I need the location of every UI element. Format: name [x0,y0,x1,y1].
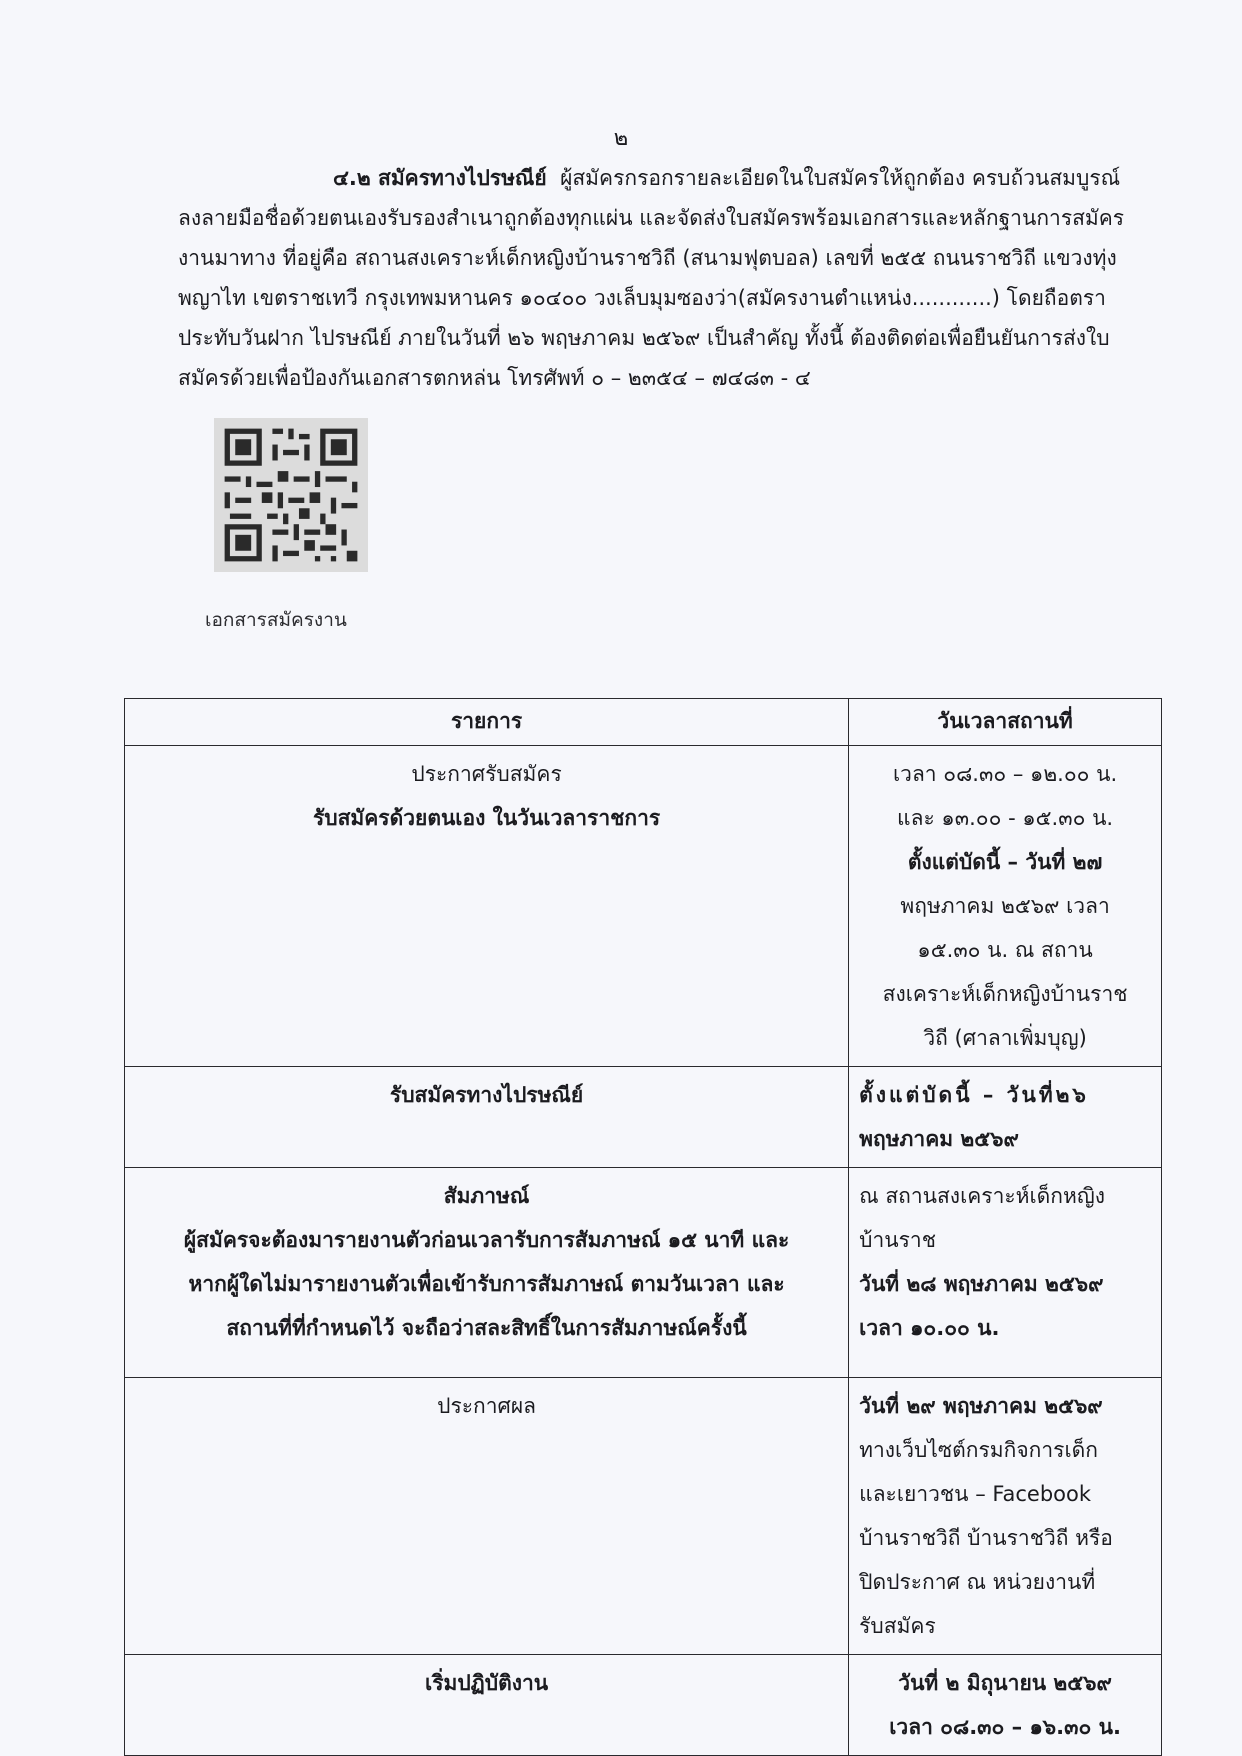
row-when-line: วันที่ ๒๙ พฤษภาคม ๒๕๖๙ [859,1394,1103,1418]
qr-caption: เอกสารสมัครงาน [205,609,347,631]
row-when-cell [849,1067,1162,1168]
row-when-line: สงเคราะห์เด็กหญิงบ้านราช [882,982,1128,1006]
row-item-cell [125,746,849,1067]
row-when-cell [849,1168,1162,1378]
row-when-line: ตั้งแต่บัดนี้ – วันที่ ๒๗ [907,850,1103,874]
table-row [125,746,1162,1067]
table-row [125,1067,1162,1168]
row-item-cell [125,1655,849,1756]
row-when-line: ณ สถานสงเคราะห์เด็กหญิง [859,1184,1106,1208]
schedule-table [124,698,1162,1756]
row-item-body-line: หากผู้ใดไม่มารายงานตัวเพื่อเข้ารับการสัมภาษณ์ ตามวันเวลา และ [188,1272,785,1296]
header-item: รายการ [125,699,849,746]
header-when: วันเวลาสถานที่ [849,699,1162,746]
row-item-title: สัมภาษณ์ [443,1184,530,1208]
row-item-cell [125,1067,849,1168]
section-4-2 [178,158,1126,398]
row-when-line: เวลา ๑๐.๐๐ น. [859,1316,1000,1340]
row-when-line: พฤษภาคม ๒๕๖๙ เวลา [900,894,1110,918]
section-line-1 [178,158,1126,198]
row-when-line: และ ๑๓.๐๐ - ๑๕.๓๐ น. [897,806,1114,830]
row-when-line: วันที่ ๒๘ พฤษภาคม ๒๕๖๙ [859,1272,1104,1296]
table-header-row [125,699,1162,746]
row-when-line: เวลา ๐๘.๓๐ – ๑๒.๐๐ น. [892,762,1118,786]
row-when-line: บ้านราช [859,1228,936,1252]
row-item-body-line: สถานที่ที่กำหนดไว้ จะถือว่าสละสิทธิ์ในการสัมภาษณ์ครั้งนี้ [226,1316,747,1340]
row-item-title: เริ่มปฏิบัติงาน [425,1671,549,1695]
row-item-cell [125,1378,849,1655]
section-line-3: งานมาทาง ที่อยู่คือ สถานสงเคราะห์เด็กหญิงบ้านราชวิถี (สนามฟุตบอล) เลขที่ ๒๕๕ ถนนราชวิถี แขวงทุ่ง [178,246,1117,270]
row-when-line: วันที่ ๒ มิถุนายน ๒๕๖๙ [898,1671,1112,1695]
row-when-line: วิถี (ศาลาเพิ่มบุญ) [923,1026,1087,1050]
row-item-title: ประกาศผล [437,1394,537,1418]
row-when-line: ปิดประกาศ ณ หน่วยงานที่ [859,1570,1096,1594]
section-line-2: ลงลายมือชื่อด้วยตนเองรับรองสำเนาถูกต้องทุกแผ่น และจัดส่งใบสมัครพร้อมเอกสารและหลักฐานการสมัคร [178,206,1125,230]
section-heading: ๔.๒ สมัครทางไปรษณีย์ [333,166,547,190]
section-line-1-text: ผู้สมัครกรอกรายละเอียดในใบสมัครให้ถูกต้อง ครบถ้วนสมบูรณ์ [560,166,1121,190]
row-when-line: ตั้งแต่บัดนี้ – วันที่๒๖ [859,1083,1089,1107]
row-when-line: เวลา ๐๘.๓๐ – ๑๖.๓๐ น. [889,1715,1121,1739]
table-row [125,1655,1162,1756]
row-when-cell [849,1655,1162,1756]
row-when-line: พฤษภาคม ๒๕๖๙ [859,1127,1019,1151]
section-line-5: ประทับวันฝาก ไปรษณีย์ ภายในวันที่ ๒๖ พฤษภาคม ๒๕๖๙ เป็นสำคัญ ทั้งนี้ ต้องติดต่อเพื่อยืนยันการส่งใบ [178,326,1110,350]
row-item-body: รับสมัครด้วยตนเอง ในวันเวลาราชการ [312,806,661,830]
row-when-line: ทางเว็บไซต์กรมกิจการเด็ก [859,1438,1098,1462]
qr-code-icon[interactable] [214,418,368,572]
section-line-6: สมัครด้วยเพื่อป้องกันเอกสารตกหล่น โทรศัพท์ ๐ – ๒๓๕๔ – ๗๔๘๓ - ๔ [178,366,811,390]
row-when-line: รับสมัคร [859,1614,936,1638]
row-when-line: ๑๕.๓๐ น. ณ สถาน [917,938,1093,962]
table-row [125,1168,1162,1378]
page-number: ๒ [613,126,629,151]
row-item-body-line: ผู้สมัครจะต้องมารายงานตัวก่อนเวลารับการสัมภาษณ์ ๑๕ นาที และ [183,1228,790,1252]
row-when-cell [849,746,1162,1067]
row-item-title: รับสมัครทางไปรษณีย์ [389,1083,584,1107]
section-line-4: พญาไท เขตราชเทวี กรุงเทพมหานคร ๑๐๔๐๐ วงเล็บมุมซองว่า(สมัครงานตำแหน่ง............) โดยถือตรา [178,286,1106,310]
row-item-title: ประกาศรับสมัคร [411,762,562,786]
qr-code-graphic [214,418,368,572]
row-when-line: บ้านราชวิถี บ้านราชวิถี หรือ [859,1526,1113,1550]
row-item-cell [125,1168,849,1378]
row-when-cell [849,1378,1162,1655]
row-when-line: และเยาวชน – Facebook [859,1482,1092,1506]
table-row [125,1378,1162,1655]
